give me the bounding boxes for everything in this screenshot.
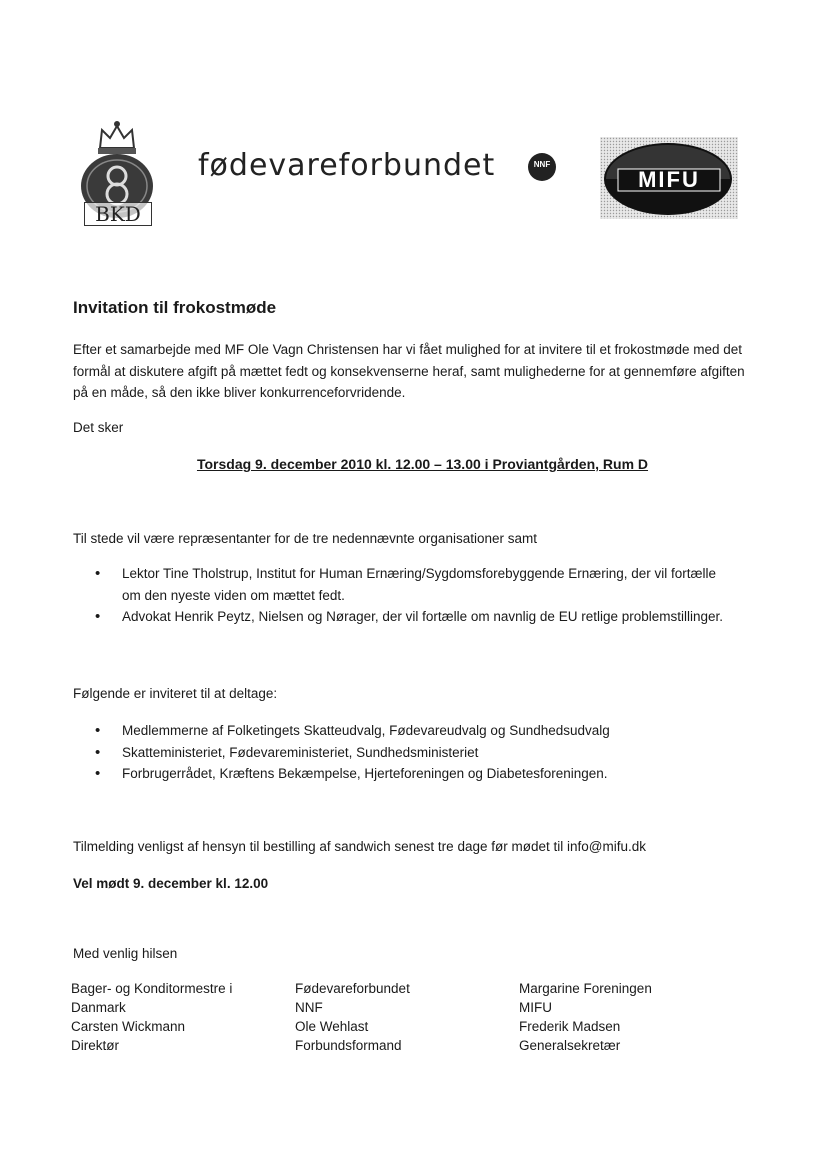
- signature-org: MIFU: [519, 1000, 552, 1015]
- signature-block-bkd: [71, 979, 271, 1055]
- signature-org: Danmark: [71, 1000, 126, 1015]
- signature-block-nnf: [295, 979, 495, 1055]
- signature-org: Margarine Foreningen: [519, 981, 652, 996]
- intro-paragraph: Efter et samarbejde med MF Ole Vagn Christensen har vi fået mulighed for at invitere til et frokostmøde med det formål at diskutere afgift på mættet fedt og konsekvenserne heraf, samt mulighederne for at gennemføre afgiften på en måde, så den ikke bliver konkurrenceforvridende.: [73, 342, 745, 400]
- signature-role: Generalsekretær: [519, 1038, 621, 1053]
- page-title: Invitation til frokostmøde: [73, 298, 277, 317]
- closing-greeting: Med venlig hilsen: [73, 946, 178, 961]
- invited-intro: Følgende er inviteret til at deltage:: [73, 686, 278, 701]
- list-item: • Lektor Tine Tholstrup, Institut for Human Ernæring/Sygdomsforebyggende Ernæring, der vil fortælle om den nyeste viden om mættet fedt.: [95, 563, 735, 606]
- signature-org: Fødevareforbundet: [295, 981, 410, 996]
- presence-intro: Til stede vil være repræsentanter for de tre nedennævnte organisationer samt: [73, 531, 537, 546]
- signature-org: NNF: [295, 1000, 323, 1015]
- brand-name: fødevareforbundet: [198, 148, 496, 183]
- list-item: • Medlemmerne af Folketingets Skatteudvalg, Fødevareudvalg og Sundhedsudvalg: [95, 720, 735, 742]
- signature-org: Bager- og Konditormestre i: [71, 981, 233, 996]
- invited-list: [95, 720, 735, 785]
- list-item: • Advokat Henrik Peytz, Nielsen og Nørager, der vil fortælle om navnlig de EU retlige problemstillinger.: [95, 606, 735, 628]
- welcome-text: Vel mødt 9. december kl. 12.00: [73, 876, 269, 891]
- list-item: • Forbrugerrådet, Kræftens Bekæmpelse, Hjerteforeningen og Diabetesforeningen.: [95, 763, 735, 785]
- event-text: Torsdag 9. december 2010 kl. 12.00 – 13.00 i Proviantgården, Rum D: [196, 456, 649, 472]
- event-details: [0, 456, 825, 472]
- signature-role: Direktør: [71, 1038, 119, 1053]
- mifu-logo-text: MIFU: [638, 167, 700, 192]
- signup-text: Tilmelding venligst af hensyn til bestilling af sandwich senest tre dage før mødet til info@mifu.dk: [73, 839, 646, 854]
- signature-name: Ole Wehlast: [295, 1019, 369, 1034]
- mifu-logo: [600, 137, 738, 219]
- nnf-badge-text: NNF: [533, 160, 551, 169]
- nnf-badge-logo: [527, 152, 557, 182]
- signature-block-mifu: [519, 979, 719, 1055]
- list-item: • Skatteministeriet, Fødevareministeriet, Sundhedsministeriet: [95, 742, 735, 764]
- signature-name: Frederik Madsen: [519, 1019, 621, 1034]
- signature-role: Forbundsformand: [295, 1038, 402, 1053]
- det-sker-label: Det sker: [73, 420, 124, 435]
- bkd-crown-logo: [72, 120, 162, 230]
- presenters-list: [95, 563, 735, 628]
- signature-name: Carsten Wickmann: [71, 1019, 186, 1034]
- bkd-logo-text: BKD: [84, 202, 152, 226]
